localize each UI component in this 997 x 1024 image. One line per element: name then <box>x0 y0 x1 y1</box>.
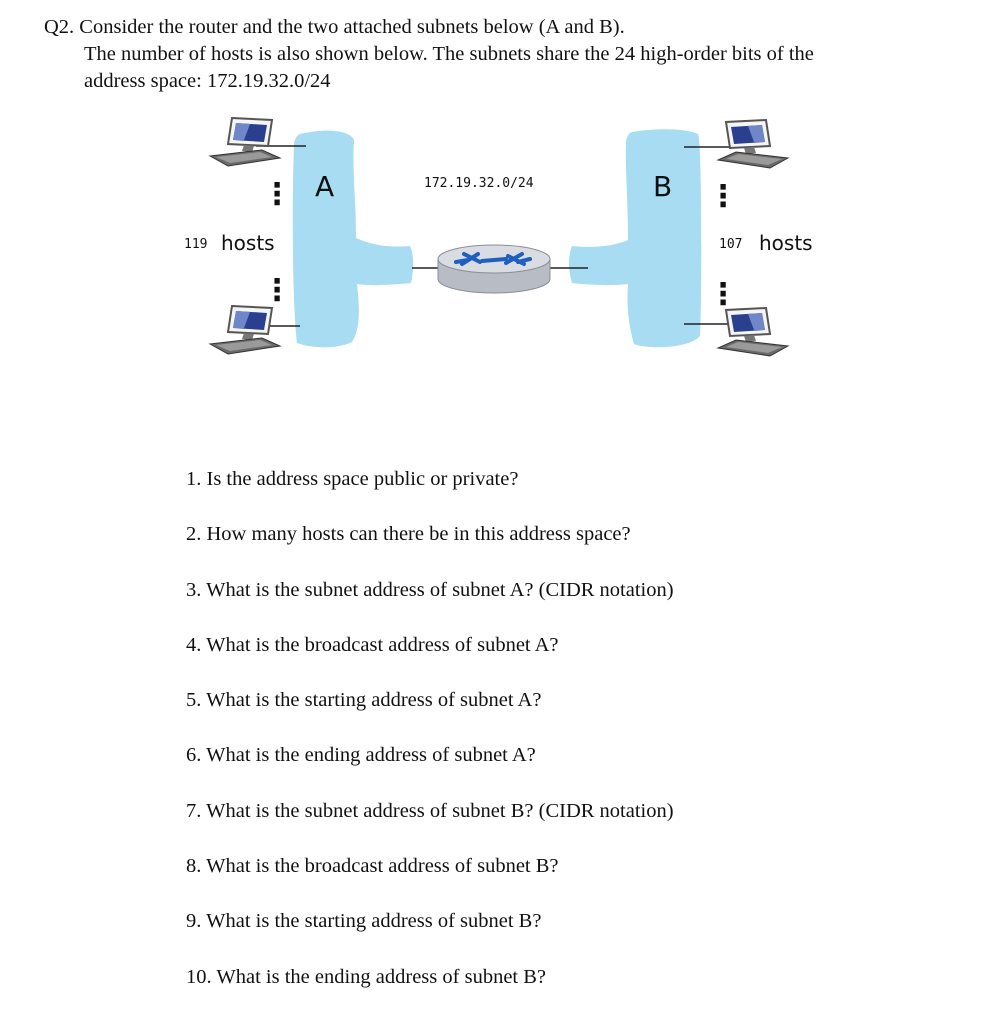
question-item: 6. What is the ending address of subnet A? <box>186 744 536 767</box>
network-diagram <box>0 0 997 440</box>
subnet-a-label: A <box>315 170 335 203</box>
left-hosts-word: hosts <box>221 231 275 255</box>
ellipsis-left-bottom: ⋮ <box>262 273 292 308</box>
question-item: 2. How many hosts can there be in this address space? <box>186 523 631 546</box>
question-item: 1. Is the address space public or private? <box>186 468 519 490</box>
question-item: 9. What is the starting address of subnet B? <box>186 910 542 933</box>
question-item: 3. What is the subnet address of subnet A? (CIDR notation) <box>186 578 674 601</box>
intro-line-1: Q2. Consider the router and the two attached subnets below (A and B). <box>44 16 625 38</box>
ellipsis-left-top: ⋮ <box>262 177 292 212</box>
left-hosts-count: 119 <box>184 237 208 252</box>
ellipsis-right-bottom: ⋮ <box>708 277 738 312</box>
right-hosts-count: 107 <box>719 237 743 252</box>
subnet-a-cloud <box>293 131 413 348</box>
network-address-label: 172.19.32.0/24 <box>424 176 534 191</box>
router-icon <box>438 245 550 293</box>
subnet-b-cloud <box>569 129 701 347</box>
question-item: 5. What is the starting address of subnet A? <box>186 689 542 712</box>
right-hosts-word: hosts <box>759 231 813 255</box>
computer-icon <box>210 118 280 166</box>
ellipsis-right-top: ⋮ <box>708 179 738 214</box>
computer-icon <box>718 120 788 168</box>
question-item: 10. What is the ending address of subnet B? <box>186 965 547 988</box>
question-item: 8. What is the broadcast address of subnet B? <box>186 855 559 878</box>
subnet-b-label: B <box>653 170 673 203</box>
question-item: 4. What is the broadcast address of subnet A? <box>186 633 559 656</box>
intro-line-2: The number of hosts is also shown below. The subnets share the 24 high-order bits of the <box>84 43 814 65</box>
question-item: 7. What is the subnet address of subnet B? (CIDR notation) <box>186 799 674 822</box>
computer-icon <box>210 306 280 354</box>
question-list <box>186 462 674 1015</box>
computer-icon <box>718 308 788 356</box>
intro-line-3: address space: 172.19.32.0/24 <box>84 70 331 92</box>
